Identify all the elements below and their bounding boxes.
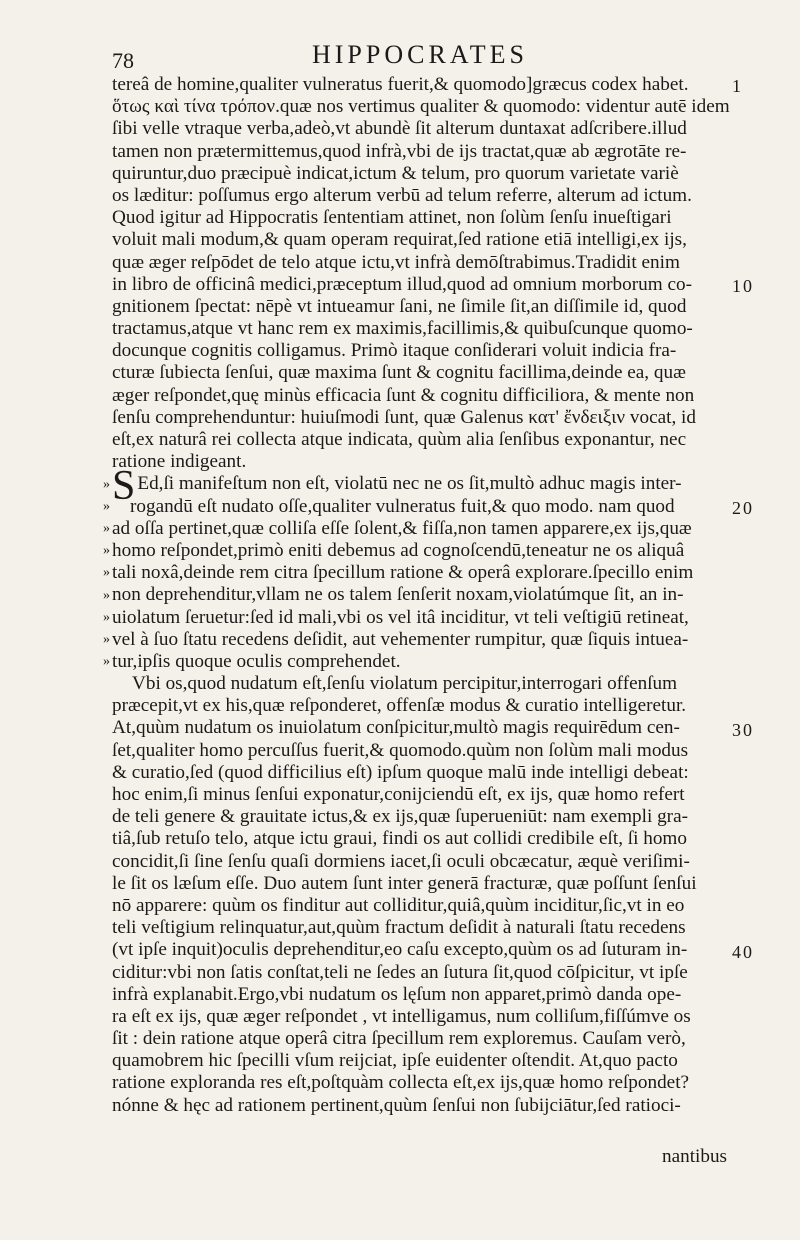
text-line: S Ed,ſi manifeſtum non eſt, violatū nec ne os ſit,multò adhuc magis inter- (112, 463, 682, 510)
text-line: in libro de officinâ medici,præceptum illud,quod ad omnium morborum co- (112, 273, 692, 295)
text-line: nō apparere: quùm os finditur aut colliditur,quiâ,quùm inciditur,ſic,vt in eo (112, 894, 685, 916)
text-line: tractamus,atque vt hanc rem ex maximis,facillimis,& quibuſcunque quomo- (112, 318, 693, 340)
text-line: At,quùm nudatum os inuiolatum conſpicitur,multò magis requirēdum cen- (112, 717, 680, 739)
text-line: concidit,ſi ſine ſenſu quaſi dormiens iacet,ſi oculi obcæcatur, æquè veriſimi- (112, 850, 690, 872)
body-text (112, 74, 734, 1117)
text-line: tali noxâ,deinde rem citra ſpecillum ratione & operâ explorare.ſpecillo enim (112, 562, 694, 584)
text-line: tereâ de homine,qualiter vulneratus fuerit,& quomodo]græcus codex habet. (112, 74, 689, 95)
text-line: ra eſt ex ijs, quæ æger reſpondet , vt intelligamus, num colliſum,fiſſúmve os (112, 1005, 691, 1027)
text-line: cturæ ſubiecta ſenſui, quæ maxima ſunt & cognitu facillima,deinde ea, quæ (112, 362, 686, 384)
text-line: tur,ipſis quoque oculis comprehendet. (112, 650, 401, 672)
text-line: rogandū eſt nudato oſſe,qualiter vulneratus fuit,& quo modo. nam quod (130, 495, 675, 517)
text-line: teli veſtigium relinquatur,aut,quùm fractum deſidit à naturali ſtatu recedens (112, 917, 686, 939)
page-header (112, 38, 732, 73)
text-line: quæ æger reſpōdet de telo atque ictu,vt infrà demōſtrabimus.Tradidit enim (112, 251, 680, 273)
text-line: quiruntur,duo præcipuè indicat,ictum & telum, pro quorum varietate variè (112, 162, 679, 184)
text-line: ὅτως καὶ τίνα τρόπον.quæ nos vertimus qualiter & quomodo: videntur autē idem (112, 96, 730, 118)
text-line: de teli genere & grauitate ictus,& ex ijs,quæ ſuperueniūt: nam exempli gra- (112, 806, 688, 828)
page-number: 78 (112, 48, 134, 73)
text-line: ſet,qualiter homo percuſſus fuerit,& quomodo.quùm non ſolùm mali modus (112, 739, 689, 761)
quote-mark: » (103, 543, 110, 559)
text-line: voluit mali modum,& quam operam requirat,ſed ratione etiā intelligi,ex ijs, (112, 229, 687, 251)
text-line: vel à ſuo ſtatu recedens deſidit, aut vehementer rumpitur, quæ ſiquis intuea- (112, 628, 689, 650)
text-line: & curatio,ſed (quod difficilius eſt) ipſum quoque malū inde intelligi debeat: (112, 761, 689, 783)
text-line: æger reſpondet,quę minùs efficacia ſunt & cognitu difficiliora, & mente non (112, 384, 695, 406)
text-line: ſit : dein ratione atque operâ citra ſpecillum rem exploremus. Cauſam verò, (112, 1028, 686, 1050)
quote-mark: » (103, 565, 110, 581)
quote-mark: » (103, 521, 110, 536)
quote-mark: » (103, 609, 110, 625)
drop-cap: S (112, 463, 136, 510)
text-line: homo reſpondet,primò eniti debemus ad cognoſcendū,teneatur ne os aliquâ (112, 539, 685, 561)
text-line: præcepit,vt ex his,quæ reſponderet, offenſæ modus & curatio intelligeretur. (112, 695, 687, 717)
text-line: uiolatum ſeruetur:ſed id mali,vbi os vel itâ inciditur, vt teli veſtigiū retineat, (112, 606, 689, 628)
catchword: nantibus (662, 1146, 728, 1167)
text-line: tiâ,ſub retuſo telo, atque ictu graui, findi os aut collidi credibile eſt, ſi homo (112, 828, 687, 850)
quote-mark: » (103, 498, 110, 514)
text-line: ſenſu comprehenduntur: huiuſmodi ſunt, quæ Galenus κατ' ἔνδειξιν vocat, id (112, 406, 696, 428)
margin-line-number: 30 (732, 719, 754, 740)
text-line: ratione indigeant. (112, 451, 247, 473)
text-line: hoc enim,ſi minus ſenſui exponatur,conijciendū eſt, ex ijs, quæ homo refert (112, 784, 685, 805)
margin-line-number: 40 (732, 941, 754, 962)
text-line: docunque cognitis colligamus. Primò itaque conſiderari voluit indicia fra- (112, 340, 677, 362)
text-line: ratione exploranda res eſt,poſtquàm collecta eſt,ex ijs,quæ homo reſpondet? (112, 1072, 690, 1094)
text-line: non deprehenditur,vllam ne os talem ſenſerit noxam,violatúmque ſit, an in- (112, 584, 684, 606)
quote-mark: » (103, 587, 110, 603)
text-line: ad oſſa pertinet,quæ colliſa eſſe ſolent,& fiſſa,non tamen apparere,ex ijs,quæ (112, 517, 692, 539)
text-line: Vbi os,quod nudatum eſt,ſenſu violatum percipitur,interrogari offenſum (132, 673, 678, 695)
quote-mark: » (103, 476, 110, 492)
running-head: HIPPOCRATES (312, 40, 528, 69)
text-line: (vt ipſe inquit)oculis deprehenditur,eo caſu excepto,quùm os ad ſuturam in- (112, 939, 688, 961)
text-line: Quod igitur ad Hippocratis ſententiam attinet, non ſolùm ſenſu inueſtigari (112, 207, 672, 229)
text-line: eſt,ex naturâ rei collecta atque indicata, quùm alia ſenſibus exponantur, nec (112, 429, 687, 450)
text-line: gnitionem ſpectat: nēpè vt intueamur ſani, ne ſimile ſit,an diſſimile id, quod (112, 295, 687, 317)
margin-line-number: 10 (732, 275, 754, 296)
text-line: nónne & hęc ad rationem pertinent,quùm ſenſui non ſubijciātur,ſed ratioci- (112, 1094, 681, 1116)
margin-line-number: 1 (732, 76, 743, 96)
text-line: ſibi velle vtraque verba,adeò,vt abundè ſit alterum duntaxat adſcribere.illud (112, 118, 687, 140)
quote-mark: » (103, 632, 110, 647)
text-line: ciditur:vbi non ſatis conſtat,teli ne ſedes an ſutura ſit,quod cōſpicitur, vt ipſe (112, 961, 688, 983)
text-line: le ſit os læſum eſſe. Duo autem ſunt inter generā fracturæ, quæ poſſunt ſenſui (112, 872, 697, 894)
quote-mark: » (103, 654, 110, 670)
text-line: tamen non prætermittemus,quod infrà,vbi de ijs tractat,quæ ab ægrotāte re- (112, 140, 687, 162)
margin-line-number: 20 (732, 497, 754, 518)
text-line: quamobrem hic ſpecilli vſum reijciat, ipſe euidenter oſtendit. At,quo pacto (112, 1050, 678, 1072)
text-line: os læditur: poſſumus ergo alterum verbū ad telum referre, alterum ad ictum. (112, 184, 692, 206)
text-line: infrà explanabit.Ergo,vbi nudatum os lęſum non apparet,primò danda ope- (112, 983, 682, 1005)
